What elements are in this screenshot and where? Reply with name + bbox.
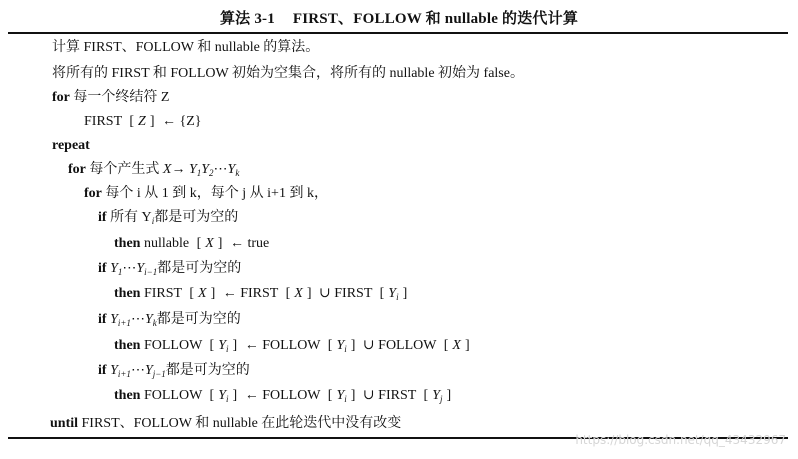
algorithm-number: 算法 3-1 <box>219 11 275 27</box>
keyword-then: then <box>114 236 141 251</box>
algo-line-for-indices: for 每个 i 从 1 到 k，每个 j 从 i+1 到 k， <box>84 186 328 201</box>
algorithm-title-text: FIRST、FOLLOW 和 nullable 的迭代计算 <box>292 11 579 27</box>
keyword-for: for <box>52 90 70 105</box>
algo-line-until: until FIRST、FOLLOW 和 nullable 在此轮迭代中没有改变 <box>50 416 402 431</box>
algo-line-first-z: FIRST [ Z ] ← {Z} <box>84 114 202 129</box>
keyword-then: then <box>114 286 141 301</box>
algo-line-then-follow-update-1: then FOLLOW [ $Y_i$ ] ← FOLLOW [ $Y_i$ ] ∪ FOLLOW [ X ] <box>114 338 470 354</box>
keyword-for: for <box>68 162 86 177</box>
algo-line-if-suffix-nullable: if $Y_{i+1}\cdots Y_k$都是可为空的 <box>98 312 241 328</box>
top-rule <box>8 32 788 34</box>
keyword-repeat: repeat <box>52 138 90 153</box>
algo-line-for-terminal: for 每一个终结符 Z <box>52 90 170 105</box>
algo-line-then-nullable: then nullable [ X ] ← true <box>114 236 270 251</box>
algo-line-description: 计算 FIRST、FOLLOW 和 nullable 的算法。 <box>52 40 320 55</box>
keyword-then: then <box>114 388 141 403</box>
keyword-if: if <box>98 210 107 225</box>
algo-line-then-follow-update-2: then FOLLOW [ $Y_i$ ] ← FOLLOW [ $Y_i$ ] ∪ FIRST [ $Y_j$ ] <box>114 388 452 404</box>
algo-line-then-first-update: then FIRST [ X ] ← FIRST [ X ] ∪ FIRST [ $Y_i$ ] <box>114 286 408 302</box>
keyword-if: if <box>98 261 107 276</box>
keyword-if: if <box>98 312 107 327</box>
keyword-if: if <box>98 363 107 378</box>
algo-line-if-middle-nullable: if $Y_{i+1}\cdots Y_{j-1}$都是可为空的 <box>98 363 250 379</box>
algorithm-title <box>0 7 798 28</box>
algo-line-repeat <box>52 136 90 156</box>
algo-line-if-all-nullable: if 所有 $Y_i$都是可为空的 <box>98 210 239 226</box>
watermark-text: https://blog.csdn.net/qq_43432967 <box>575 433 786 447</box>
algo-line-for-production: for 每个产生式 $X\to Y_1Y_2\cdots Y_k$ <box>68 162 240 178</box>
keyword-for: for <box>84 186 102 201</box>
algo-line-init: 将所有的 FIRST 和 FOLLOW 初始为空集合，将所有的 nullable 初始为 false。 <box>52 66 524 81</box>
algo-line-if-prefix-nullable: if $Y_1\cdots Y_{i-1}$都是可为空的 <box>98 261 242 277</box>
keyword-until: until <box>50 416 79 431</box>
keyword-then: then <box>114 338 141 353</box>
